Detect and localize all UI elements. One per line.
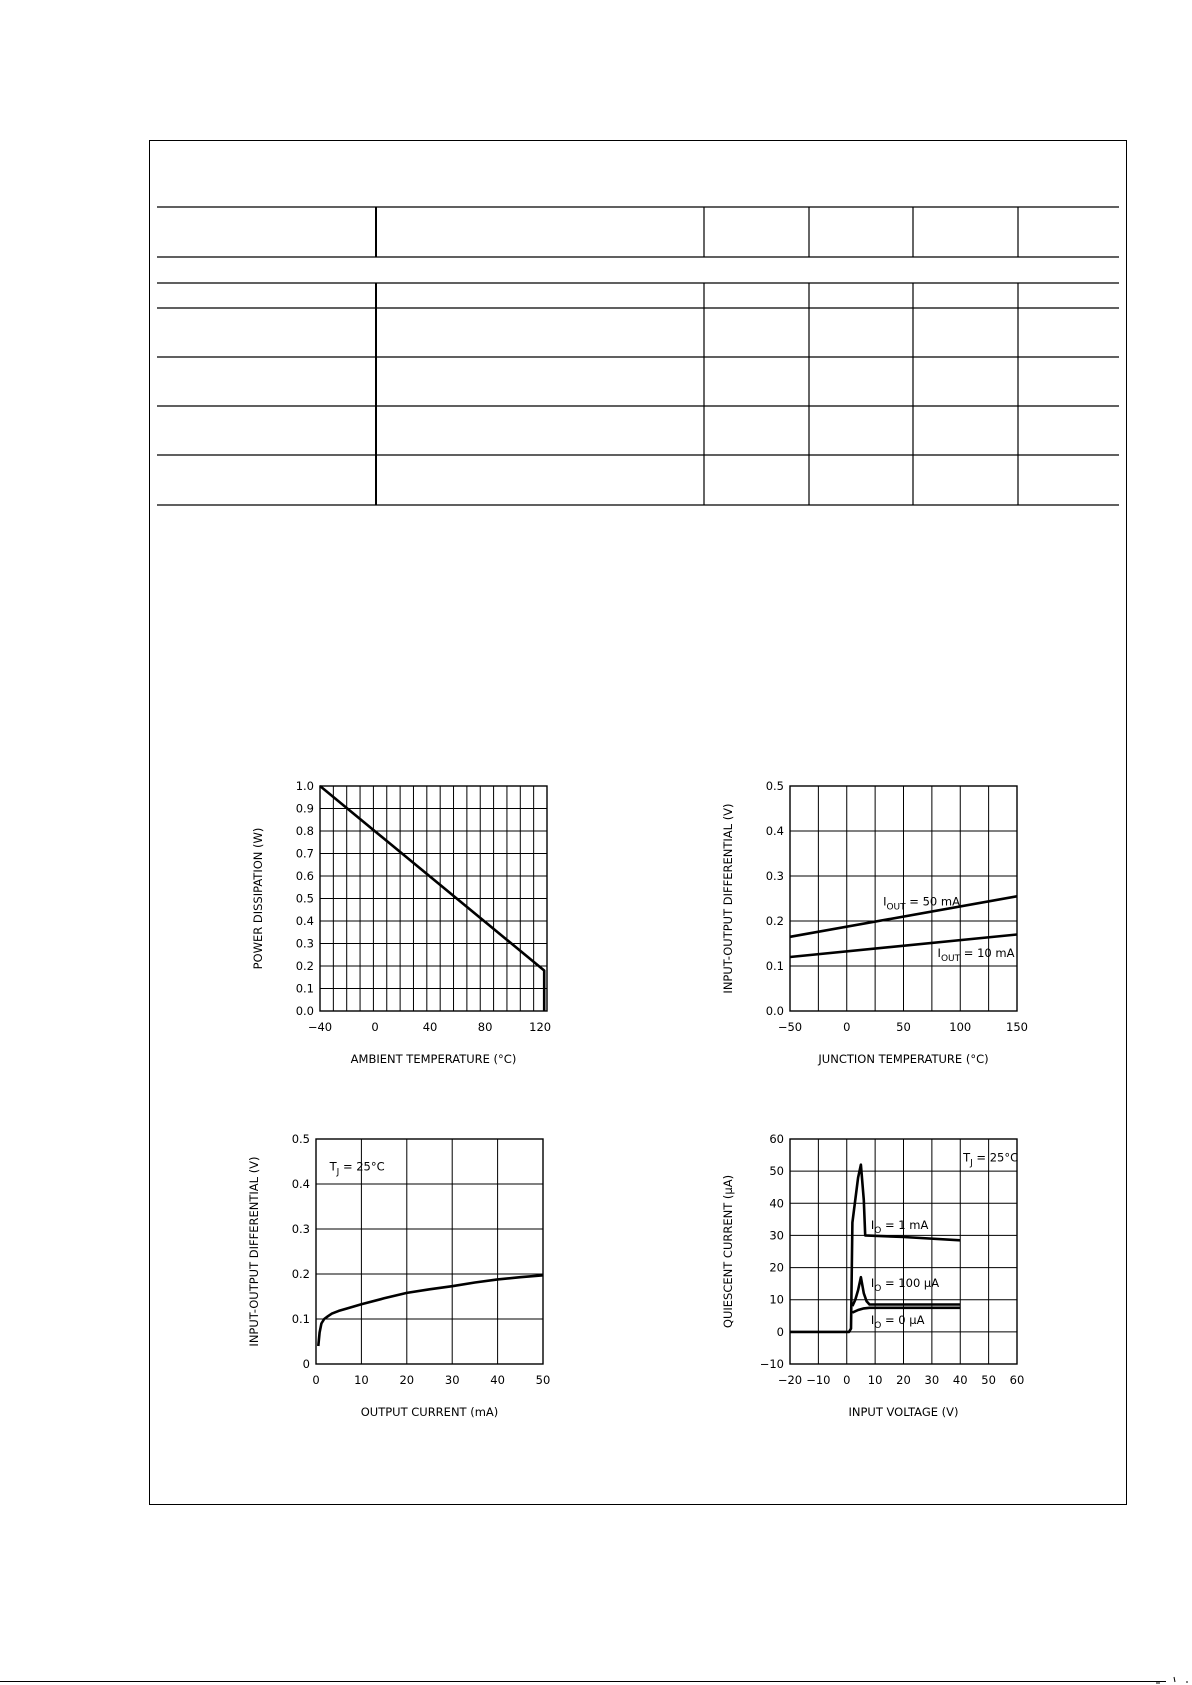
y-tick-label: 0.4 xyxy=(295,914,314,928)
y-tick-label: 1.0 xyxy=(295,779,314,793)
y-tick-label: 0.2 xyxy=(295,959,314,973)
y-tick-label: 0.8 xyxy=(295,824,314,838)
y-axis-label: INPUT-OUTPUT DIFFERENTIAL (V) xyxy=(247,1156,261,1347)
x-axis-label: JUNCTION TEMPERATURE (°C) xyxy=(818,1052,989,1066)
y-tick-label: 0.5 xyxy=(765,779,784,793)
x-tick-label: −40 xyxy=(307,1020,333,1034)
y-tick-label: 0.1 xyxy=(295,981,314,996)
x-tick-label: 20 xyxy=(399,1373,415,1387)
x-tick-label: 30 xyxy=(924,1373,940,1387)
y-tick-label: 20 xyxy=(769,1260,784,1275)
x-tick-label: 60 xyxy=(1009,1373,1025,1387)
x-tick-label: 40 xyxy=(490,1373,505,1387)
annotation-label: $I_O = 0$ μA xyxy=(870,1312,925,1331)
y-tick-label: 0.2 xyxy=(765,914,784,928)
grid xyxy=(790,1139,1017,1364)
y-tick-label: 0.5 xyxy=(295,891,314,906)
x-tick-label: 120 xyxy=(529,1020,552,1034)
y-tick-label: 0 xyxy=(776,1324,784,1339)
x-tick-label: 10 xyxy=(867,1373,883,1387)
y-tick-label: 0.7 xyxy=(295,846,314,861)
x-axis-label: OUTPUT CURRENT (mA) xyxy=(360,1405,499,1419)
y-tick-label: −10 xyxy=(759,1357,784,1371)
x-tick-label: 150 xyxy=(1006,1020,1028,1034)
annotation-label: $I_{OUT} = 10$ mA xyxy=(937,946,1015,964)
y-tick-label: 10 xyxy=(769,1292,784,1307)
footer-rule xyxy=(0,1681,1166,1682)
x-tick-label: 40 xyxy=(422,1020,438,1034)
y-tick-label: 0 xyxy=(302,1357,310,1371)
annotation-label: $I_{OUT} = 50$ mA xyxy=(883,894,960,913)
y-tick-label: 0.4 xyxy=(291,1177,310,1191)
x-tick-label: 40 xyxy=(952,1373,968,1387)
x-tick-label: 50 xyxy=(535,1373,551,1387)
x-tick-label: −10 xyxy=(806,1373,831,1387)
x-tick-label: 0 xyxy=(371,1020,379,1034)
y-tick-label: 0.0 xyxy=(765,1004,784,1018)
x-tick-label: 50 xyxy=(981,1373,996,1387)
y-tick-label: 0.2 xyxy=(291,1267,310,1281)
y-tick-label: 0.1 xyxy=(765,959,784,973)
y-tick-label: 0.9 xyxy=(295,801,314,816)
x-tick-label: 30 xyxy=(444,1373,460,1387)
y-tick-label: 0.6 xyxy=(295,869,314,883)
x-tick-label: 20 xyxy=(896,1373,911,1387)
y-tick-label: 0.0 xyxy=(295,1004,314,1018)
x-tick-label: −50 xyxy=(777,1020,803,1034)
y-axis-label: QUIESCENT CURRENT (μA) xyxy=(721,1174,735,1329)
x-axis-label: INPUT VOLTAGE (V) xyxy=(848,1405,959,1419)
y-axis-label: POWER DISSIPATION (W) xyxy=(251,827,265,970)
x-axis-label: AMBIENT TEMPERATURE (°C) xyxy=(350,1052,517,1066)
x-tick-label: 50 xyxy=(896,1020,911,1034)
x-tick-label: 80 xyxy=(477,1020,493,1034)
x-tick-label: 10 xyxy=(354,1373,369,1387)
y-tick-label: 0.5 xyxy=(291,1132,310,1146)
x-tick-label: 0 xyxy=(843,1373,851,1387)
y-tick-label: 0.3 xyxy=(295,936,314,951)
y-tick-label: 0.1 xyxy=(291,1312,310,1326)
annotation-label: $I_O = 1$ mA xyxy=(870,1218,929,1236)
y-tick-label: 0.4 xyxy=(765,824,784,838)
y-tick-label: 40 xyxy=(769,1196,784,1211)
annotation-label: $T_J = 25^\circ C$ xyxy=(329,1159,385,1178)
y-tick-label: 60 xyxy=(769,1132,784,1146)
y-axis-label: INPUT-OUTPUT DIFFERENTIAL (V) xyxy=(721,803,735,994)
annotation-label: $I_O = 100$ μA xyxy=(870,1275,940,1294)
y-tick-label: 0.3 xyxy=(291,1222,310,1236)
annotation-label: $T_J = 25^\circ C$ xyxy=(963,1150,1019,1169)
y-tick-label: 30 xyxy=(769,1228,784,1243)
x-tick-label: 100 xyxy=(949,1020,972,1034)
x-tick-label: 0 xyxy=(843,1020,851,1034)
y-tick-label: 50 xyxy=(769,1164,784,1179)
x-tick-label: 0 xyxy=(312,1373,320,1387)
footer-marks xyxy=(1152,1674,1192,1684)
x-tick-label: −20 xyxy=(777,1373,803,1387)
y-tick-label: 0.3 xyxy=(765,869,784,883)
